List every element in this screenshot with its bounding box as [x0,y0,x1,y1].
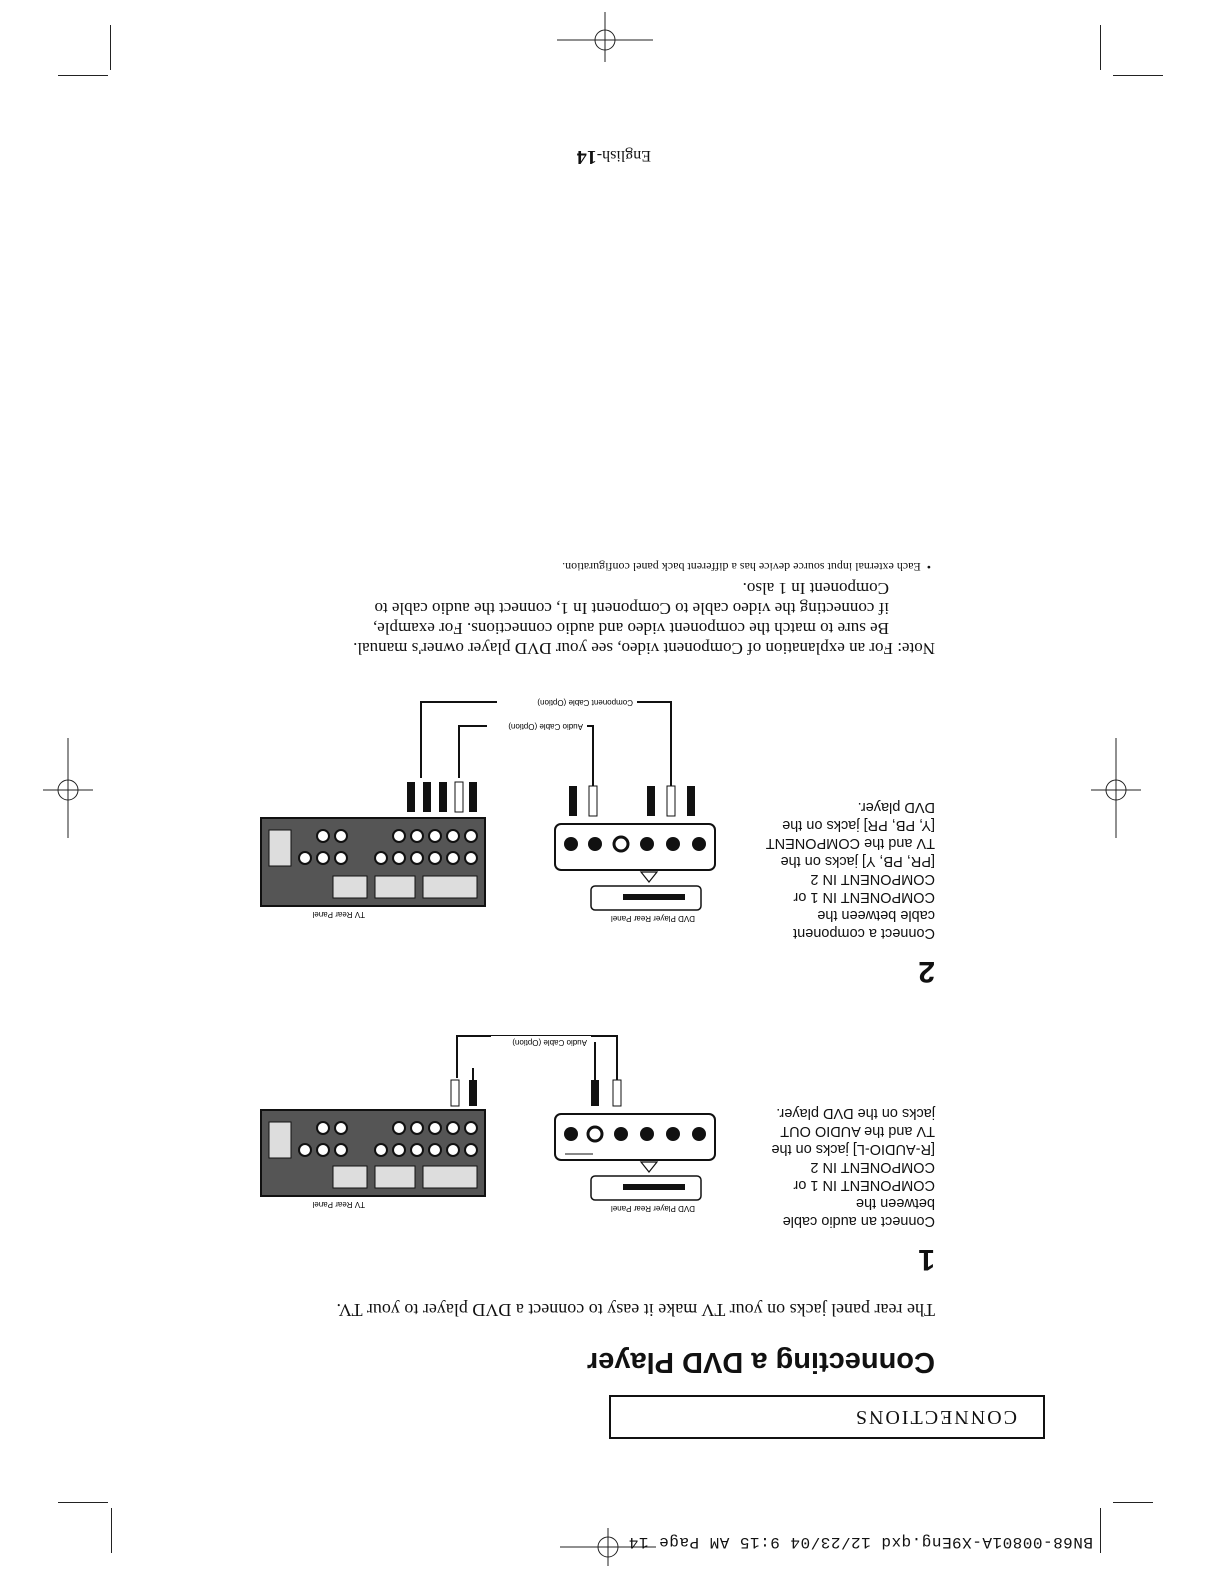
step-line: COMPONENT IN 2 [810,1159,935,1175]
tv-rear-panel [261,818,485,906]
audio-plugs-dvd [591,1042,621,1106]
dvd-rear-panel-caption: DVD Player Rear Panel [610,914,695,923]
dvd-player-device [591,1162,701,1200]
dvd-jack-panel [555,1114,715,1160]
file-slug: BN68-00801A-X9Eng.qxd 12/23/04 9:15 AM Page 14 [628,1533,1093,1551]
component-cable-caption: Component Cable (Option) [537,698,633,707]
step-line: [Y, PB, PR] jacks on the [782,817,935,833]
step-1-instructions [755,1104,935,1230]
registration-mark-top [557,10,653,70]
step-line: cable between the [817,907,935,923]
tv-rear-panel-caption: TV Rear Panel [312,1200,365,1209]
step-2-diagram [251,696,721,928]
step-line: [PR, PB, Y] jacks on the [780,853,935,869]
component-plugs-dvd [569,706,695,816]
step-line: COMPONENT IN 1 or [793,1177,935,1193]
note-line: Be sure to match the component video and audio connections. For example, [372,619,889,638]
dvd-jack-panel [555,824,715,870]
audio-plugs-tv [451,1068,477,1106]
step-1-number: 1 [918,1243,935,1276]
intro-text: The rear panel jacks on your TV make it easy to connect a DVD player to your TV. [336,1300,935,1320]
step-line: TV and the AUDIO OUT [780,1123,935,1139]
page-number [577,145,651,168]
step-line: COMPONENT IN 2 [810,871,935,887]
step-line: between the [855,1195,935,1211]
tv-rear-panel [261,1110,485,1196]
step-line: DVD player. [857,799,935,815]
section-header [609,1395,1045,1439]
bullet-text: Each external input source device has a different back panel configuration. [562,560,921,574]
note-block [353,578,935,658]
note-bullet [562,559,931,574]
page-title: Connecting a DVD Player [586,1346,935,1378]
step-line: jacks on the DVD player. [776,1105,935,1121]
step-line: COMPONENT IN 1 or [793,889,935,905]
step-line: Connect an audio cable [782,1213,935,1229]
note-line: Note: For an explanation of Component video, see your DVD player owner's manual. [353,639,935,658]
section-header-label: CONNECTIONS [853,1406,1017,1429]
note-line: if connecting the video cable to Component In 1, connect the audio cable to [374,599,889,618]
component-plugs-tv [407,782,477,812]
step-1-diagram [251,1028,721,1218]
page-number-label: English- [596,147,651,164]
registration-mark-left [1091,738,1141,838]
step-2-instructions [755,798,935,942]
step-line: TV and the COMPONENT [765,835,935,851]
step-line: Connect a component [793,925,935,941]
note-line: Component In 1 also. [742,579,889,598]
audio-cable-caption: Audio Cable (Option) [508,722,583,731]
bullet-icon: • [920,560,931,574]
registration-mark-right [43,738,93,838]
audio-cable-caption: Audio Cable (Option) [512,1038,587,1047]
step-2-number: 2 [918,955,935,988]
tv-rear-panel-caption: TV Rear Panel [312,910,365,919]
dvd-player-device [591,872,701,910]
page-number-value: 14 [576,146,597,168]
dvd-rear-panel-caption: DVD Player Rear Panel [610,1204,695,1213]
step-line: [R-AUDIO-L] jacks on the [771,1141,935,1157]
